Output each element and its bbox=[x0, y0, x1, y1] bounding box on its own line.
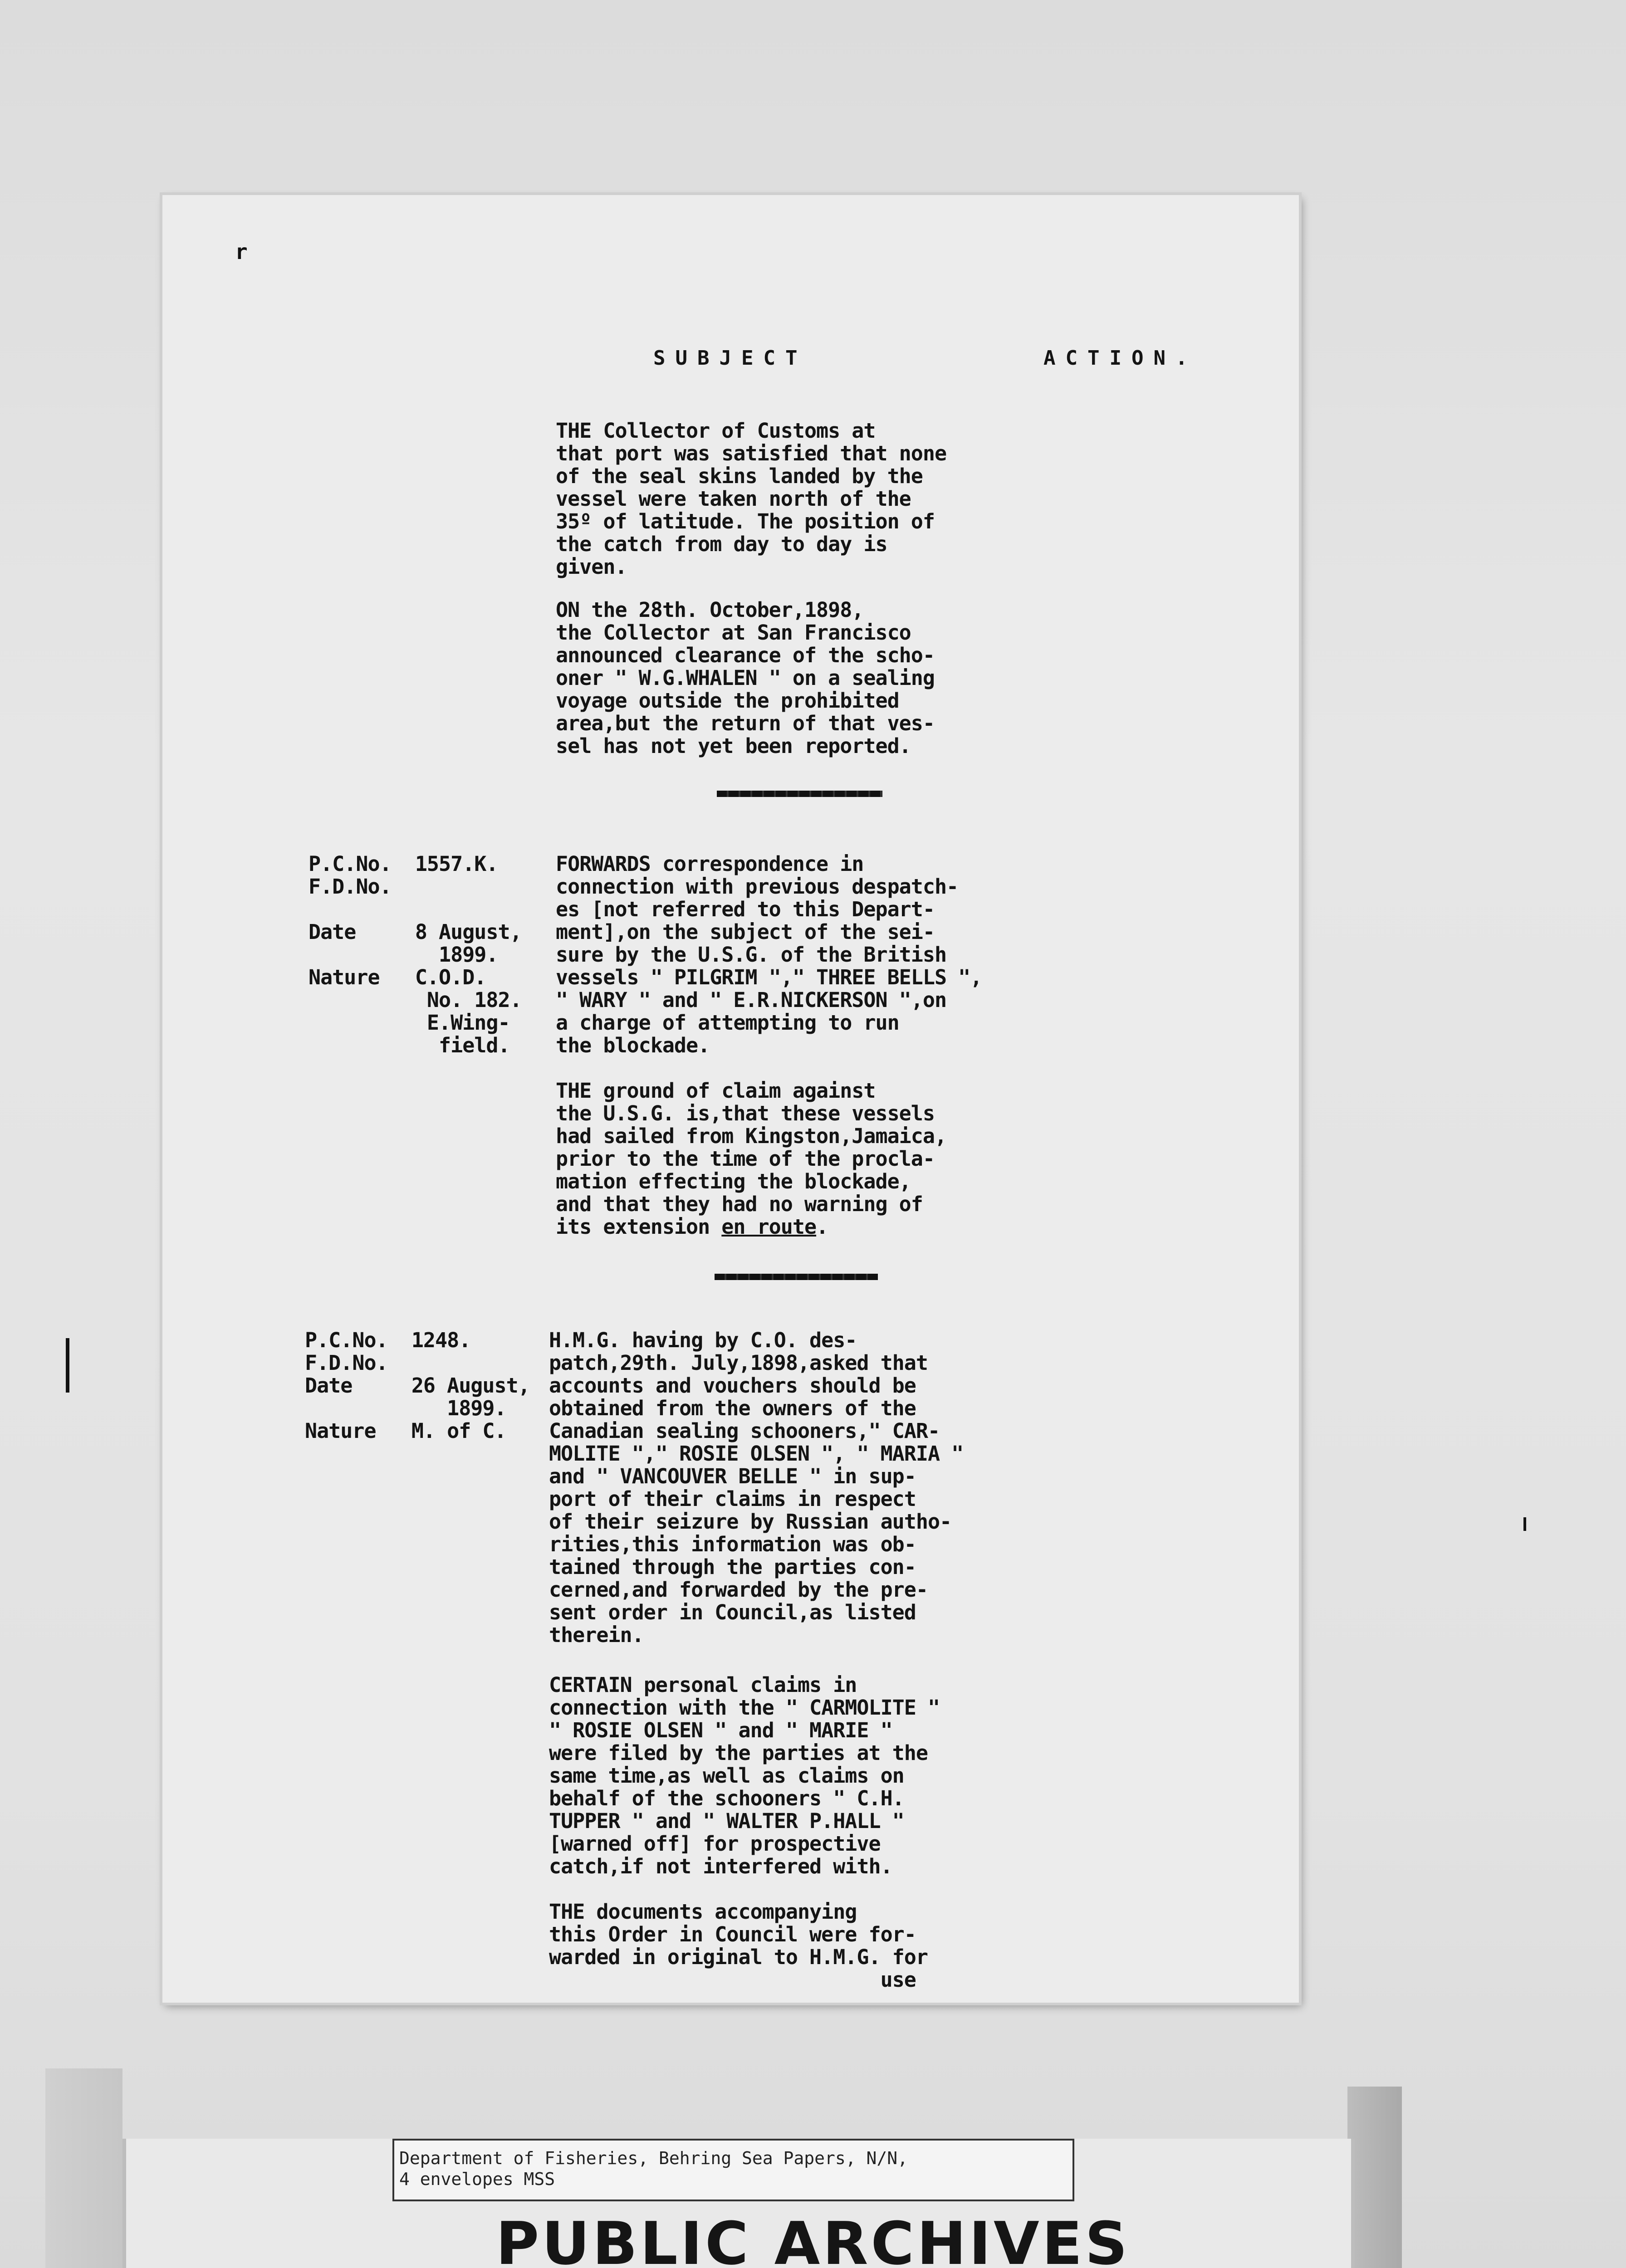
entry2-para3-line: THE documents accompanying bbox=[549, 1900, 857, 1924]
header-action: ACTION. bbox=[1043, 347, 1198, 370]
entry2-para2-line: TUPPER " and " WALTER P.HALL " bbox=[549, 1809, 904, 1833]
separator-rule-2 bbox=[715, 1274, 878, 1280]
entry2-para1-line: patch,29th. July,1898,asked that bbox=[549, 1351, 928, 1375]
entry2-para2-line: catch,if not interfered with. bbox=[549, 1854, 892, 1878]
entry1-para1-line: vessels " PILGRIM "," THREE BELLS ", bbox=[556, 965, 982, 989]
entry1-para2-line: and that they had no warning of bbox=[556, 1192, 923, 1216]
entry2-meta-line: F.D.No. bbox=[305, 1351, 388, 1375]
entry2-para3-line: this Order in Council were for- bbox=[549, 1922, 916, 1946]
entry2-para2-line: CERTAIN personal claims in bbox=[549, 1673, 857, 1697]
entry1-meta-line bbox=[309, 898, 522, 921]
entry2-meta-line: 1899. bbox=[305, 1396, 506, 1420]
entry2-para1-line: tained through the parties con- bbox=[549, 1555, 916, 1579]
entry2-para2-line: were filed by the parties at the bbox=[549, 1741, 928, 1765]
entry2-para3-line: use bbox=[549, 1968, 916, 1992]
entry2-para1-line: MOLITE "," ROSIE OLSEN ", " MARIA " bbox=[549, 1442, 964, 1466]
entry2-para3-line: warded in original to H.M.G. for bbox=[549, 1945, 928, 1969]
block1-para2-line: sel has not yet been reported. bbox=[556, 734, 911, 758]
entry1-meta-line: Date 8 August, bbox=[309, 920, 522, 944]
entry2-para1-line: accounts and vouchers should be bbox=[549, 1374, 916, 1398]
entry2-para1-line: sent order in Council,as listed bbox=[549, 1600, 916, 1624]
entry1-meta-line: P.C.No. 1557.K. bbox=[309, 852, 498, 876]
block1-paragraph-2 bbox=[556, 599, 935, 758]
entry2-para1-line: Canadian sealing schooners," CAR- bbox=[549, 1419, 940, 1443]
corner-mark: r bbox=[235, 240, 248, 264]
block1-para1-line: that port was satisfied that none bbox=[556, 441, 947, 465]
entry2-para1-line: and " VANCOUVER BELLE " in sup- bbox=[549, 1464, 916, 1488]
entry1-para1-line: a charge of attempting to run bbox=[556, 1011, 899, 1035]
block1-para2-line: voyage outside the prohibited bbox=[556, 689, 899, 713]
entry2-para2-line: connection with the " CARMOLITE " bbox=[549, 1696, 940, 1720]
entry1-meta-line: field. bbox=[309, 1033, 510, 1057]
entry1-para1-line: connection with previous despatch- bbox=[556, 875, 959, 899]
entry1-para2-line: the U.S.G. is,that these vessels bbox=[556, 1101, 935, 1125]
entry2-meta bbox=[305, 1329, 530, 1442]
entry1-para2-line: had sailed from Kingston,Jamaica, bbox=[556, 1124, 947, 1148]
entry2-para1-line: rities,this information was ob- bbox=[549, 1532, 916, 1556]
archive-tag-line: 4 envelopes MSS bbox=[399, 2169, 555, 2189]
entry2-meta-line: P.C.No. 1248. bbox=[305, 1328, 471, 1352]
entry2-meta-line: Date 26 August, bbox=[305, 1374, 530, 1398]
en-route-underlined: en route bbox=[721, 1215, 817, 1239]
entry1-para1-line: " WARY " and " E.R.NICKERSON ",on bbox=[556, 988, 947, 1012]
entry1-paragraph-1 bbox=[556, 853, 982, 1057]
entry2-paragraph-1 bbox=[549, 1329, 963, 1647]
separator-rule-1 bbox=[717, 791, 882, 797]
entry1-para1-line: es [not referred to this Depart- bbox=[556, 897, 935, 921]
entry1-last-prefix: its extension bbox=[556, 1215, 722, 1239]
entry2-para1-line: obtained from the owners of the bbox=[549, 1396, 916, 1420]
entry2-para2-line: [warned off] for prospective bbox=[549, 1832, 881, 1856]
entry1-para2-line: mation effecting the blockade, bbox=[556, 1169, 911, 1193]
block1-para1-line: vessel were taken north of the bbox=[556, 487, 911, 511]
entry1-meta-line: No. 182. bbox=[309, 988, 522, 1012]
block1-para1-line: of the seal skins landed by the bbox=[556, 464, 923, 488]
block1-para2-line: oner " W.G.WHALEN " on a sealing bbox=[556, 666, 935, 690]
block1-para2-line: ON the 28th. October,1898, bbox=[556, 598, 864, 622]
entry1-meta-line: F.D.No. bbox=[309, 875, 392, 899]
entry1-last-suffix: . bbox=[816, 1215, 828, 1239]
entry1-para2-line: prior to the time of the procla- bbox=[556, 1147, 935, 1171]
header-subject: SUBJECT bbox=[653, 347, 808, 370]
archive-tag-line: Department of Fisheries, Behring Sea Papers, N/N, bbox=[399, 2148, 908, 2168]
block1-para2-line: the Collector at San Francisco bbox=[556, 621, 911, 645]
block1-para1-line: given. bbox=[556, 555, 627, 579]
archive-title-english: PUBLIC ARCHIVES bbox=[495, 2209, 1131, 2268]
margin-mark-right bbox=[1523, 1517, 1526, 1531]
block1-para1-line: THE Collector of Customs at bbox=[556, 419, 876, 443]
block1-para2-line: area,but the return of that ves- bbox=[556, 711, 935, 735]
entry1-paragraph-2 bbox=[556, 1080, 946, 1216]
margin-mark-left bbox=[66, 1338, 69, 1393]
entry1-meta-line: 1899. bbox=[309, 943, 498, 967]
entry1-paragraph-2-last-line bbox=[556, 1216, 828, 1238]
entry2-para2-line: behalf of the schooners " C.H. bbox=[549, 1786, 904, 1810]
entry1-meta-line: Nature C.O.D. bbox=[309, 965, 486, 989]
entry2-para1-line: port of their claims in respect bbox=[549, 1487, 916, 1511]
block1-para2-line: announced clearance of the scho- bbox=[556, 643, 935, 667]
entry1-para1-line: FORWARDS correspondence in bbox=[556, 852, 864, 876]
entry2-para1-line: H.M.G. having by C.O. des- bbox=[549, 1328, 857, 1352]
entry2-paragraph-2 bbox=[549, 1674, 940, 1878]
entry1-meta bbox=[309, 853, 522, 1057]
block1-paragraph-1 bbox=[556, 420, 946, 578]
block1-para1-line: 35º of latitude. The position of bbox=[556, 509, 935, 533]
entry1-para1-line: ment],on the subject of the sei- bbox=[556, 920, 935, 944]
entry1-meta-line: E.Wing- bbox=[309, 1011, 510, 1035]
block1-para1-line: the catch from day to day is bbox=[556, 532, 887, 556]
entry2-para2-line: " ROSIE OLSEN " and " MARIE " bbox=[549, 1718, 892, 1742]
entry1-para1-line: the blockade. bbox=[556, 1033, 710, 1057]
archive-tag-text bbox=[399, 2148, 908, 2190]
entry2-para1-line: cerned,and forwarded by the pre- bbox=[549, 1578, 928, 1602]
entry2-para1-line: therein. bbox=[549, 1623, 644, 1647]
entry1-para2-line: THE ground of claim against bbox=[556, 1079, 876, 1103]
entry2-para1-line: of their seizure by Russian autho- bbox=[549, 1510, 952, 1534]
entry1-para1-line: sure by the U.S.G. of the British bbox=[556, 943, 947, 967]
entry2-para2-line: same time,as well as claims on bbox=[549, 1764, 904, 1788]
entry2-paragraph-3 bbox=[549, 1901, 928, 1991]
entry2-meta-line: Nature M. of C. bbox=[305, 1419, 506, 1443]
